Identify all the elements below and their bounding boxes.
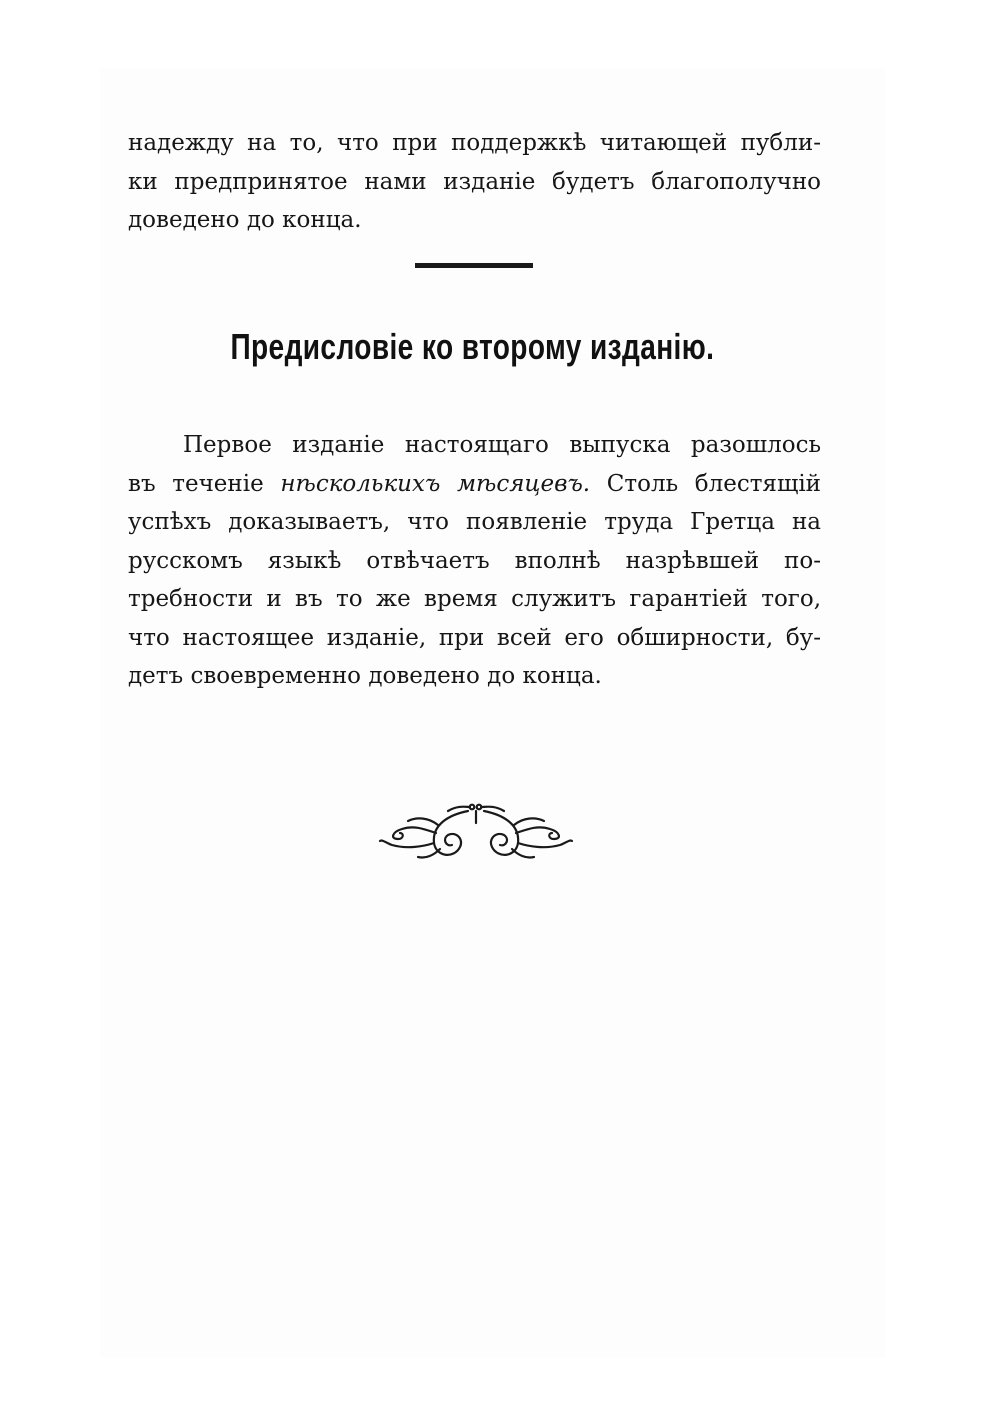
intro-paragraph (128, 124, 821, 240)
preface-line (128, 465, 821, 504)
preface-paragraph (128, 426, 821, 696)
preface-line: успѣхъ доказываетъ, что появленіе труда Гретца на (128, 509, 821, 535)
preface-text: Столь блестящій (606, 470, 822, 497)
page-sheet (100, 68, 885, 1358)
preface-line: русскомъ языкѣ отвѣчаетъ вполнѣ назрѣвшей по- (128, 547, 821, 574)
intro-line: ки предпринятое нами изданіе будетъ благополучно (128, 168, 821, 195)
intro-line: надежду на то, что при поддержкѣ читающей публи- (128, 130, 821, 156)
intro-line: доведено до конца. (128, 207, 362, 233)
preface-line: требности и въ то же время служитъ гарантіей того, (128, 586, 821, 612)
section-divider (415, 263, 533, 268)
floral-fleuron-icon (378, 803, 574, 867)
preface-line: Первое изданіе настоящаго выпуска разошлось (183, 432, 821, 458)
preface-line: что настоящее изданіе, при всей его обширности, бу- (128, 624, 821, 651)
preface-text: въ теченіе (128, 470, 264, 497)
preface-line: детъ своевременно доведено до конца. (128, 663, 602, 689)
emphasized-text: нѣсколькихъ мѣсяцевъ. (280, 470, 591, 497)
section-heading: Предисловіе ко второму изданію. (230, 326, 715, 367)
